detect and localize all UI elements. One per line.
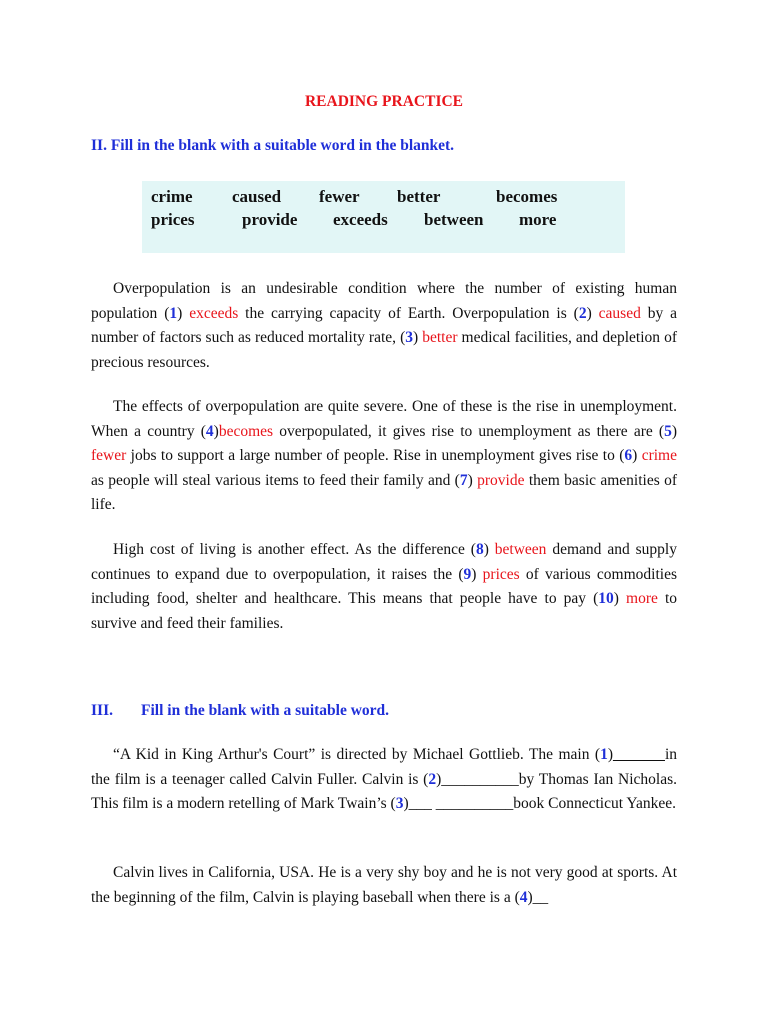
passage-paragraph-4: “A Kid in King Arthur's Court” is directed by Michael Gottlieb. The main (1)___ ___in the film is a teenager called Calvin Fuller. Calvin is (2)__________by Thomas Ian Nicholas. This film is a modern retelling of Mark Twain’s (3)___ __________book Connecticut Yankee. (91, 746, 678, 812)
blank-2[interactable]: __________ (441, 770, 519, 788)
answer: fewer (91, 447, 127, 464)
passage-paragraph-2: The effects of overpopulation are quite severe. One of these is the rise in unemployment. When a country (4)becomes overpopulated, it gives rise to unemployment as there are (5) fewer jobs to support a large number of people. Rise in unemployment gives rise to (6) crime as people will steal various items to feed their family and (7) provide them basic amenities of life. (91, 398, 677, 513)
word-bank-item: exceeds (333, 210, 388, 229)
passage-paragraph-5: Calvin lives in California, USA. He is a very shy boy and he is not very good at sports. At the beginning of the film, Calvin is playing baseball when there is a (4)__ (91, 864, 677, 906)
word-bank-item: better (397, 187, 441, 206)
answer: more (626, 590, 658, 607)
word-bank-item: caused (232, 187, 282, 206)
blank-4[interactable]: __ (532, 888, 549, 906)
passage-paragraph-3: High cost of living is another effect. As the difference (8) between demand and supply continues to expand due to overpopulation, it raises the (9) prices of various commodities including food, shelter and healthcare. This means that people have to pay (10) more to survive and feed their families. (91, 541, 678, 632)
passage-paragraph-1: Overpopulation is an undesirable condition where the number of existing human population (1) exceeds the carrying capacity of Earth. Overpopulation is (2) caused by a number of factors such as reduced mortality rate, (3) better medical facilities, and depletion of precious resources. (91, 280, 678, 371)
section-3-heading: III. Fill in the blank with a suitable word. (91, 702, 390, 719)
blank-1[interactable]: ___ ___ (612, 746, 665, 763)
page-title: READING PRACTICE (304, 93, 464, 110)
answer: better (422, 329, 458, 346)
answer: provide (477, 471, 525, 489)
blank-3[interactable]: ___ __________ (408, 795, 514, 812)
word-bank-item: provide (242, 210, 298, 229)
word-bank-item: prices (151, 210, 195, 229)
word-bank (142, 181, 625, 253)
word-bank-item: fewer (319, 187, 360, 206)
answer: caused (598, 304, 641, 322)
word-bank-item: between (424, 210, 484, 229)
word-bank-item: more (519, 210, 557, 229)
section-2-heading: II. Fill in the blank with a suitable word in the blanket. (91, 137, 455, 154)
answer: becomes (218, 422, 274, 440)
word-bank-item: crime (151, 187, 193, 206)
word-bank-item: becomes (496, 187, 558, 206)
answer: between (494, 541, 547, 558)
answer: crime (641, 447, 677, 464)
answer: prices (482, 565, 520, 583)
answer: exceeds (189, 304, 239, 322)
